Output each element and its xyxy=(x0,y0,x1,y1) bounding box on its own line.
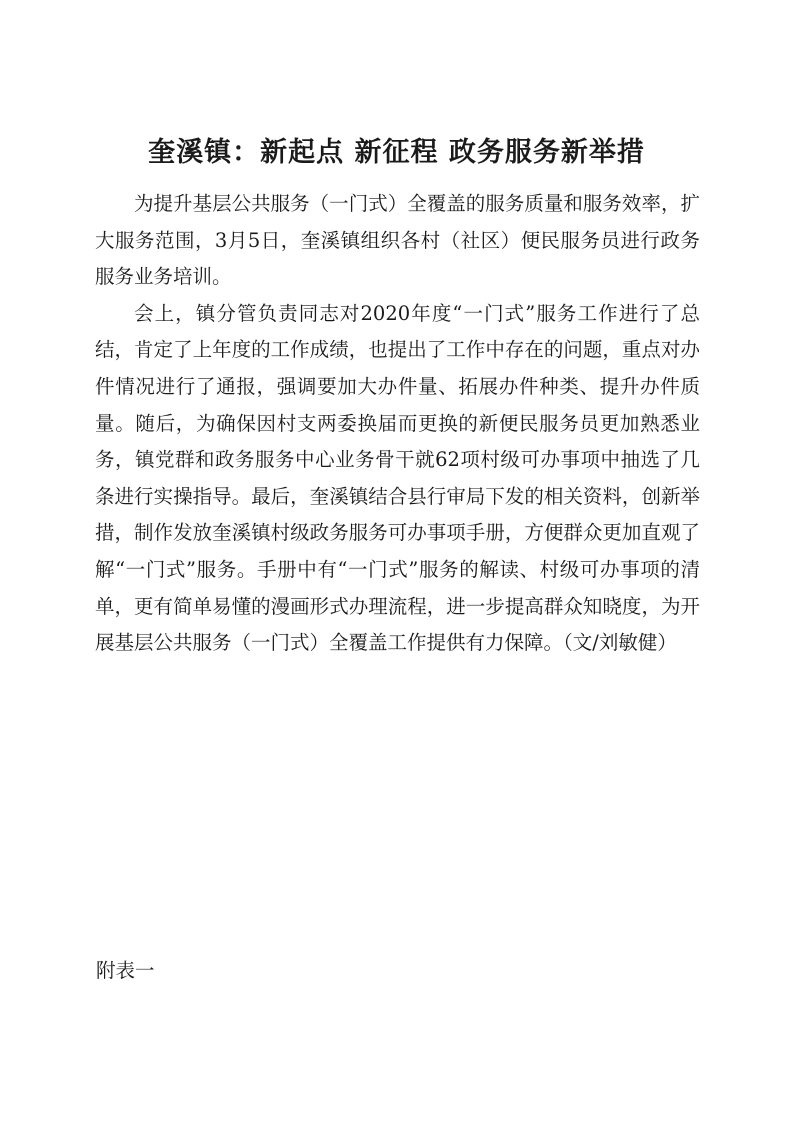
paragraph-intro: 为提升基层公共服务（一门式）全覆盖的服务质量和服务效率，扩大服务范围，3月5日，奎溪镇组织各村（社区）便民服务员进行政务服务业务培训。 xyxy=(95,192,700,289)
article-body xyxy=(95,186,700,662)
page-title: 奎溪镇：新起点 新征程 政务服务新举措 xyxy=(148,137,645,168)
appendix-label: 附表一 xyxy=(96,959,155,982)
paragraph-meeting: 会上，镇分管负责同志对2020年度“一门式”服务工作进行了总结，肯定了上年度的工作成绩，也提出了工作中存在的问题，重点对办件情况进行了通报，强调要加大办件量、拓展办件种类、提升办件质量。随后，为确保因村支两委换届而更换的新便民服务员更加熟悉业务，镇党群和政务服务中心业务骨干就62项村级可办事项中抽选了几条进行实操指导。最后，奎溪镇结合县行审局下发的相关资料，创新举措，制作发放奎溪镇村级政务服务可办事项手册，方便群众更加直观了解“一门式”服务。手册中有“一门式”服务的解读、村级可办事项的清单，更有简单易懂的漫画形式办理流程，进一步提高群众知晓度，为开展基层公共服务（一门式）全覆盖工作提供有力保障。（文/刘敏健） xyxy=(95,301,700,655)
